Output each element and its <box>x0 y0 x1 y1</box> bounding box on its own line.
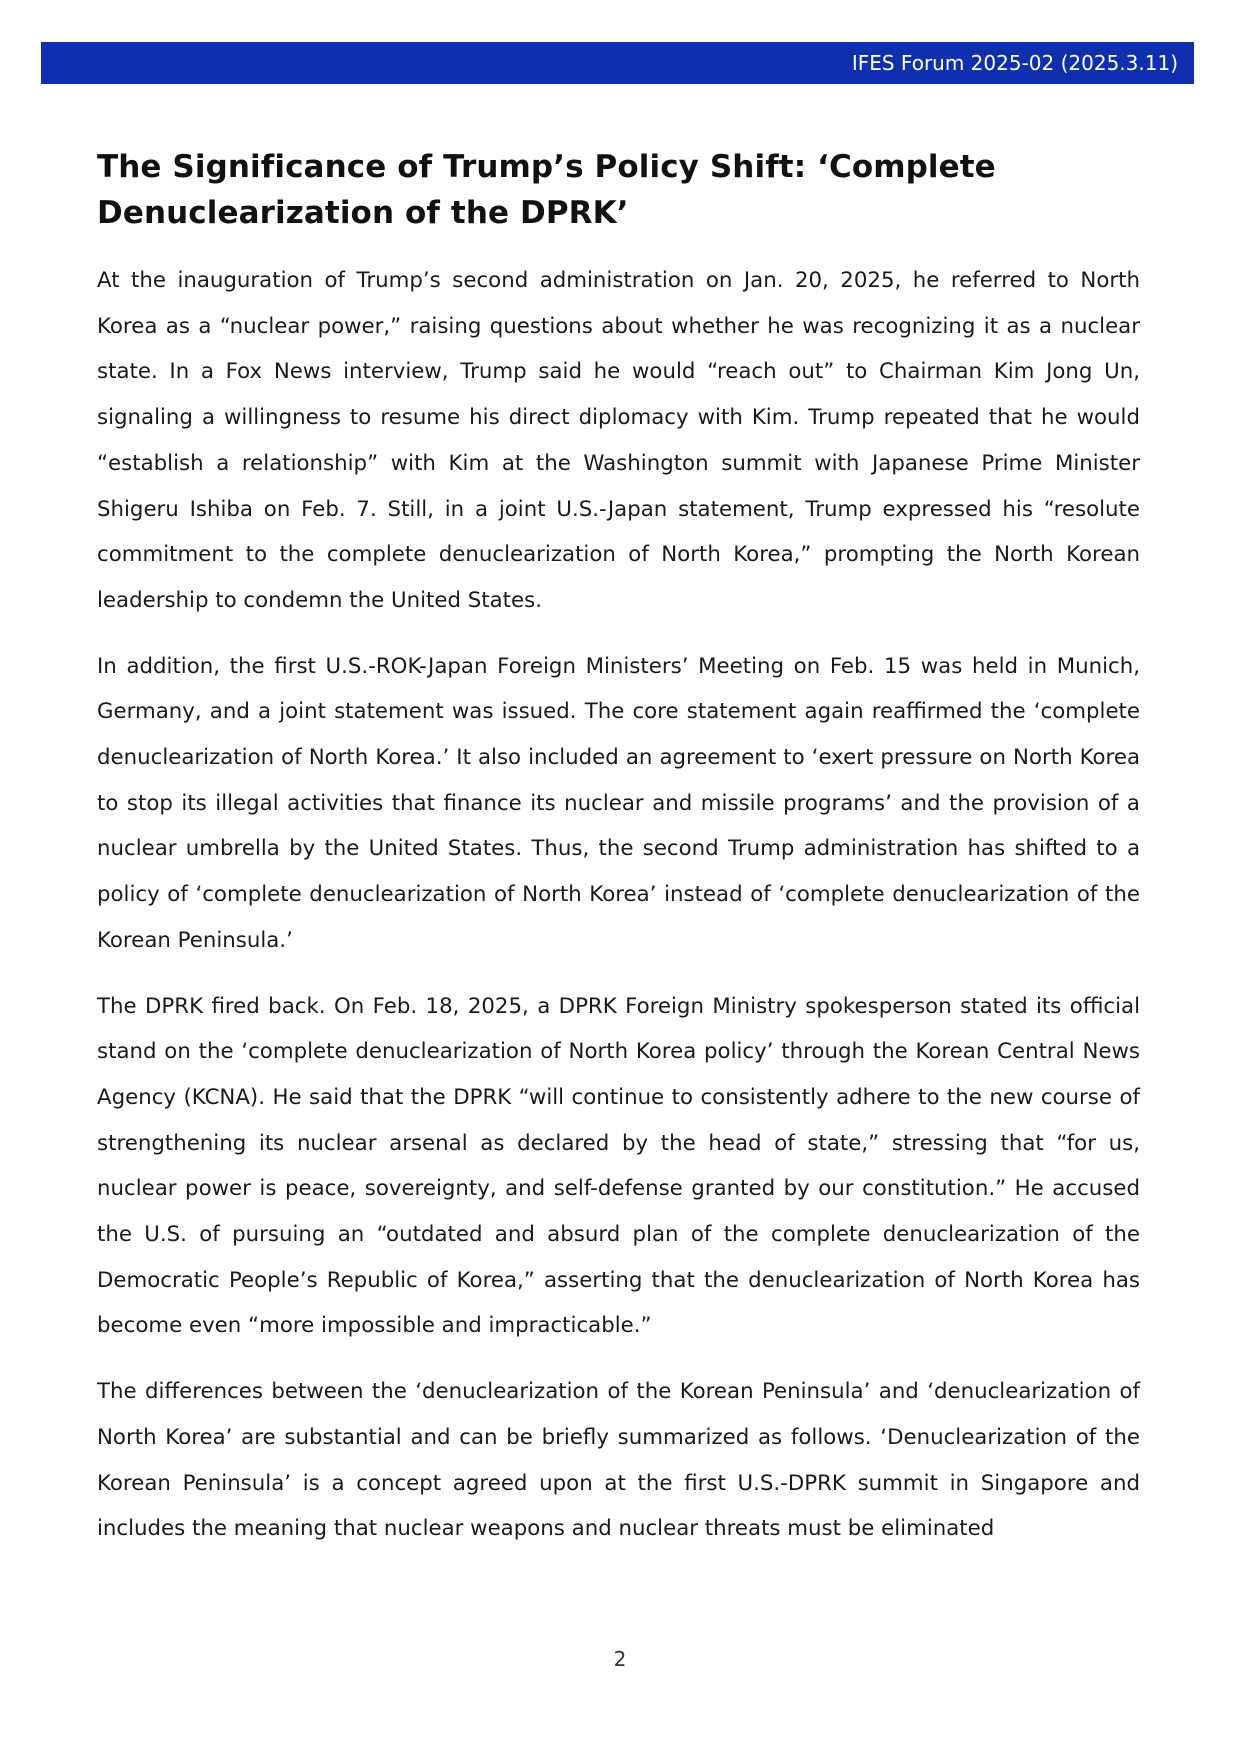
paragraph-dprk-response: The DPRK fired back. On Feb. 18, 2025, a DPRK Foreign Ministry spokesperson stated its official stand on the ‘complete denuclearization of North Korea policy’ through the Korean Central News Agency (KCNA). He said that the DPRK “will continue to consistently adhere to the new course of strengthening its nuclear arsenal as declared by the head of state,” stressing that “for us, nuclear power is peace, sovereignty, and self-defense granted by our constitution.” He accused the U.S. of pursuing an “outdated and absurd plan of the complete denuclearization of the Democratic People’s Republic of Korea,” asserting that the denuclearization of North Korea has become even “more impossible and impracticable.” <box>97 993 1140 1339</box>
paragraph-foreign-ministers-meeting: In addition, the first U.S.-ROK-Japan Foreign Ministers’ Meeting on Feb. 15 was held in Munich, Germany, and a joint statement was issued. The core statement again reaffirmed the ‘complete denuclearization of North Korea.’ It also included an agreement to ‘exert pressure on North Korea to stop its illegal activities that finance its nuclear and missile programs’ and the provision of a nuclear umbrella by the United States. Thus, the second Trump administration has shifted to a policy of ‘complete denuclearization of North Korea’ instead of ‘complete denuclearization of the Korean Peninsula.’ <box>97 653 1140 953</box>
publication-label: IFES Forum 2025-02 (2025.3.11) <box>851 51 1178 75</box>
page-number: 2 <box>613 1647 627 1671</box>
article-body <box>97 144 1140 1572</box>
article-title: The Significance of Trump’s Policy Shift: ‘Complete Denuclearization of the DPRK’ <box>97 149 996 231</box>
header-bar <box>41 42 1194 84</box>
paragraph-differences: The differences between the ‘denuclearization of the Korean Peninsula’ and ‘denuclearization of North Korea’ are substantial and can be briefly summarized as follows. ‘Denuclearization of the Korean Peninsula’ is a concept agreed upon at the first U.S.-DPRK summit in Singapore and includes the meaning that nuclear weapons and nuclear threats must be eliminated <box>97 1379 1140 1542</box>
paragraph-inauguration: At the inauguration of Trump’s second administration on Jan. 20, 2025, he referred to North Korea as a “nuclear power,” raising questions about whether he was recognizing it as a nuclear state. In a Fox News interview, Trump said he would “reach out” to Chairman Kim Jong Un, signaling a willingness to resume his direct diplomacy with Kim. Trump repeated that he would “establish a relationship” with Kim at the Washington summit with Japanese Prime Minister Shigeru Ishiba on Feb. 7. Still, in a joint U.S.-Japan statement, Trump expressed his “resolute commitment to the complete denuclearization of North Korea,” prompting the North Korean leadership to condemn the United States. <box>97 268 1140 613</box>
